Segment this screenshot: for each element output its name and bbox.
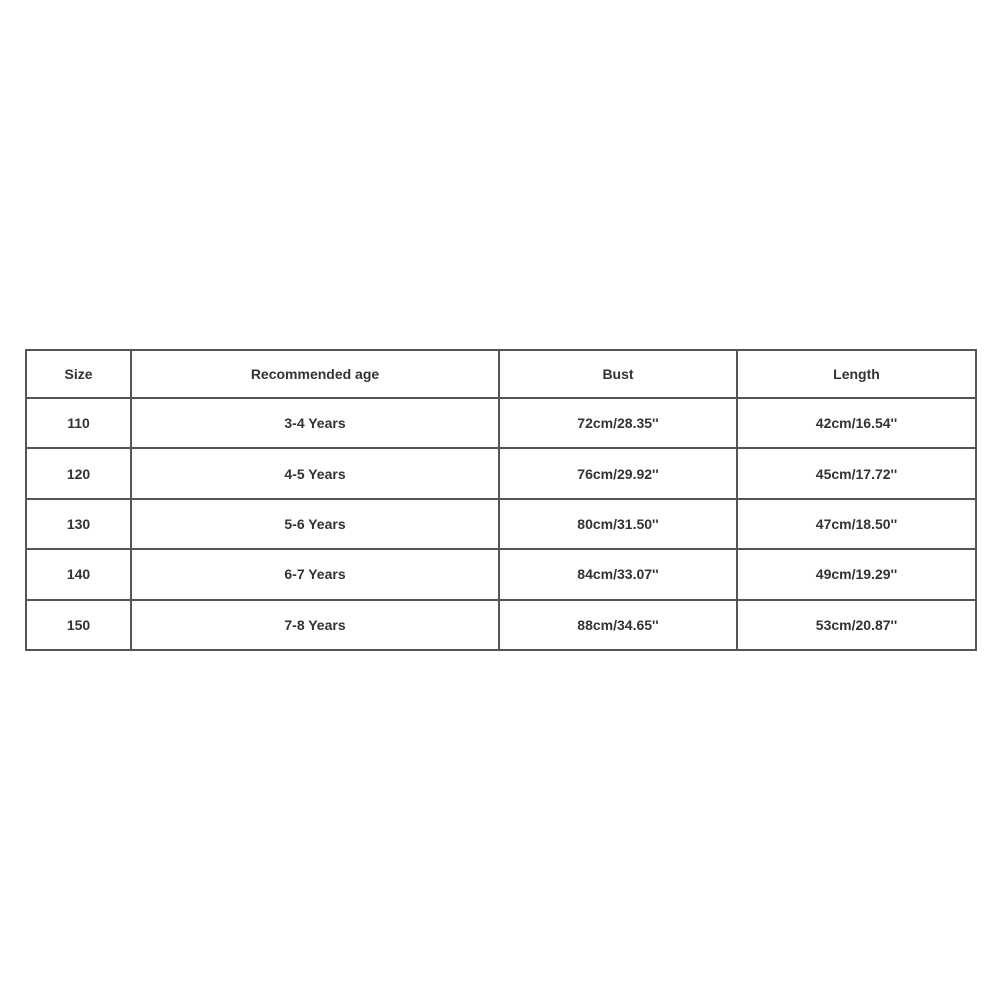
cell-length: 49cm/19.29'' xyxy=(737,549,976,599)
table-row xyxy=(26,448,976,498)
cell-bust: 84cm/33.07'' xyxy=(499,549,737,599)
cell-bust: 80cm/31.50'' xyxy=(499,499,737,549)
header-size: Size xyxy=(26,350,131,398)
table-row xyxy=(26,600,976,650)
cell-length: 45cm/17.72'' xyxy=(737,448,976,498)
cell-recommended-age: 3-4 Years xyxy=(131,398,499,448)
cell-bust: 72cm/28.35'' xyxy=(499,398,737,448)
table-row xyxy=(26,398,976,448)
cell-bust: 88cm/34.65'' xyxy=(499,600,737,650)
table-header-row xyxy=(26,350,976,398)
size-chart-table xyxy=(25,349,977,651)
cell-size: 110 xyxy=(26,398,131,448)
cell-size: 140 xyxy=(26,549,131,599)
cell-recommended-age: 5-6 Years xyxy=(131,499,499,549)
cell-bust: 76cm/29.92'' xyxy=(499,448,737,498)
cell-size: 130 xyxy=(26,499,131,549)
cell-length: 42cm/16.54'' xyxy=(737,398,976,448)
header-bust: Bust xyxy=(499,350,737,398)
cell-size: 150 xyxy=(26,600,131,650)
cell-length: 47cm/18.50'' xyxy=(737,499,976,549)
cell-recommended-age: 7-8 Years xyxy=(131,600,499,650)
cell-length: 53cm/20.87'' xyxy=(737,600,976,650)
cell-recommended-age: 6-7 Years xyxy=(131,549,499,599)
cell-recommended-age: 4-5 Years xyxy=(131,448,499,498)
header-length: Length xyxy=(737,350,976,398)
header-recommended-age: Recommended age xyxy=(131,350,499,398)
cell-size: 120 xyxy=(26,448,131,498)
table-row xyxy=(26,499,976,549)
table-row xyxy=(26,549,976,599)
